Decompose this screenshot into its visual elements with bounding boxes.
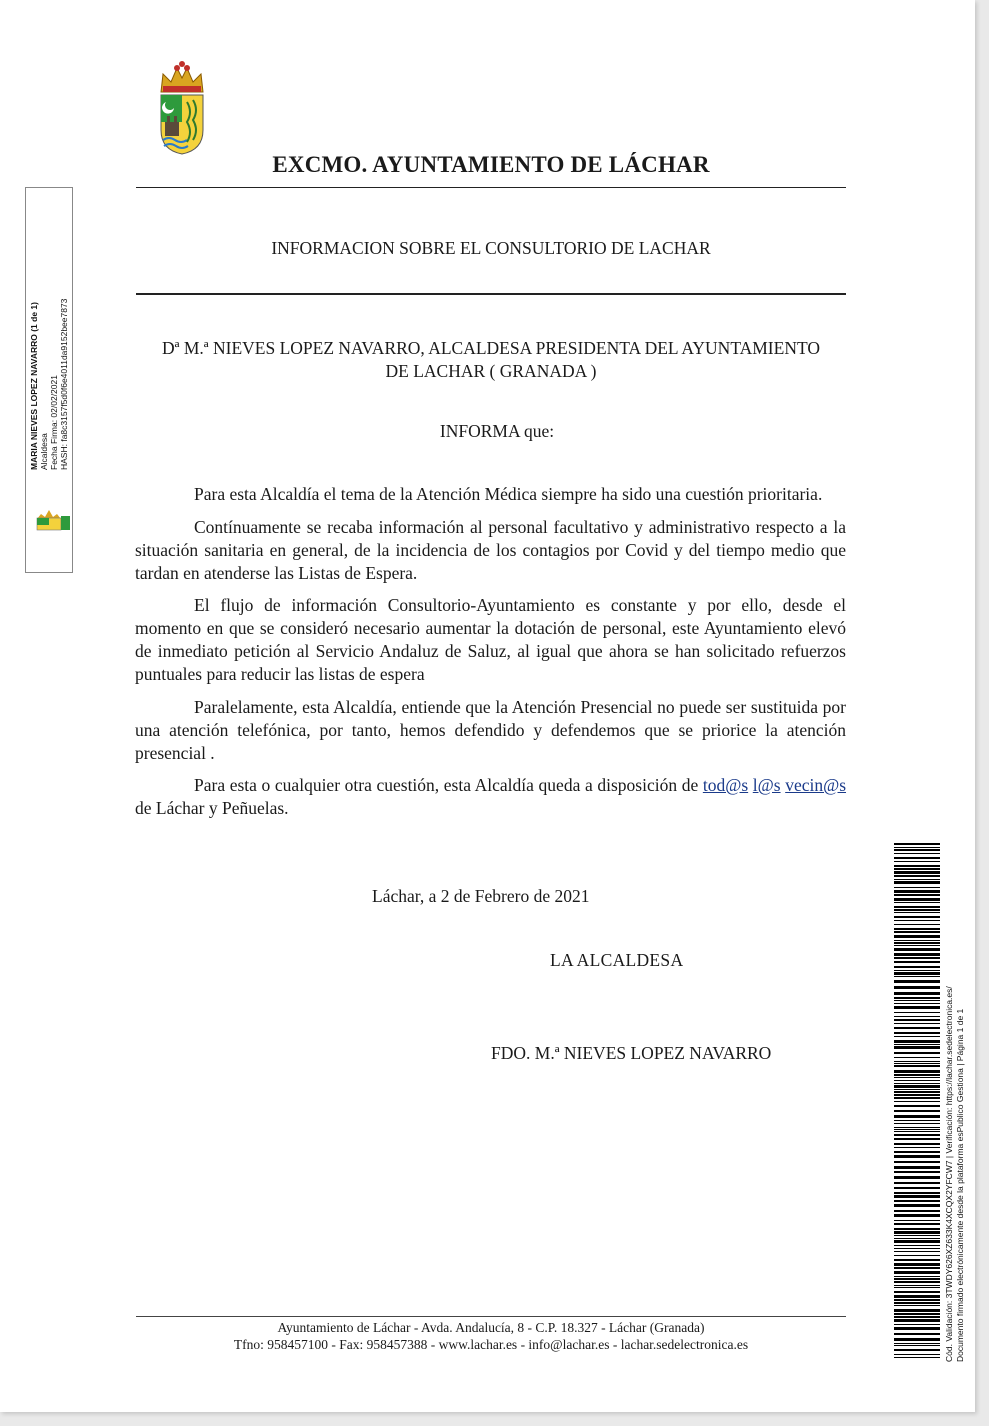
barcode-bar (894, 1343, 940, 1344)
barcode-bar (894, 1223, 940, 1225)
barcode-bar (894, 912, 940, 913)
barcode-bar (894, 1200, 940, 1202)
closing-text: Para esta o cualquier otra cuestión, esta Alcaldía queda a disposición de (194, 775, 699, 795)
signature-stamp-text (29, 299, 69, 470)
barcode-bar (894, 1287, 940, 1288)
barcode-bar (894, 1302, 940, 1304)
barcode-bar (894, 1074, 940, 1076)
barcode-bar (894, 1127, 940, 1128)
body-paragraph: El flujo de información Consultorio-Ayuntamiento es constante y por ello, desde el momento en que se consideró necesario aumentar la dotación de personal, este Ayuntamiento elevó de inmediato petición al Servicio Andaluz de Saluz, al igual que ahora se han solicitado refuerzos puntuales para reducir las listas de espera (135, 595, 846, 684)
barcode-bar (894, 1345, 940, 1346)
barcode-bar (894, 935, 940, 938)
barcode-bar (894, 849, 940, 851)
coat-of-arms-icon (155, 60, 209, 156)
barcode-bar (894, 1077, 940, 1078)
barcode-bar (894, 1006, 940, 1009)
barcode-bar (894, 1131, 940, 1132)
barcode-bar (894, 1267, 940, 1269)
footer (136, 1319, 846, 1353)
barcode-bar (894, 920, 940, 921)
barcode-bar (894, 1278, 940, 1280)
barcode-bar (894, 928, 940, 930)
barcode-bar (894, 1324, 940, 1325)
barcode-bar (894, 1143, 940, 1145)
barcode-bar (894, 1231, 940, 1234)
barcode-bar (894, 887, 940, 888)
barcode-bar (894, 1003, 940, 1004)
barcode-bar (894, 1151, 940, 1153)
signer-stamp-hash: HASH: fa8c3157f5d0f6e4011da9152bee7873 (59, 298, 69, 470)
barcode-bar (894, 879, 940, 880)
barcode-bar (894, 894, 940, 896)
closing-paragraph (135, 774, 846, 820)
barcode-bar (894, 1012, 940, 1013)
barcode-bar (894, 1295, 940, 1298)
barcode-bar (894, 898, 940, 901)
barcode-bar (894, 1338, 940, 1341)
barcode-bar (894, 1023, 940, 1024)
barcode-bar (894, 992, 940, 995)
barcode-bar (894, 1138, 940, 1140)
barcode-bar (894, 1155, 940, 1158)
barcode-bar (894, 1105, 940, 1107)
barcode-bar (894, 1016, 940, 1017)
barcode-bar (894, 902, 940, 903)
barcode-bar (894, 875, 940, 877)
barcode-bar (894, 970, 940, 971)
barcode-bar (894, 1327, 940, 1330)
barcode-bar (894, 1319, 940, 1322)
body-paragraph: Contínuamente se recaba información al personal facultativo y administrativo respecto a la situación sanitaria en general, de la incidencia de los contagios por Covid y del tiempo medio que tardan en atenderse las Listas de Espera. (135, 516, 846, 583)
barcode-bar (894, 1115, 940, 1118)
barcode-bar (894, 1120, 940, 1121)
official-line-2: DE LACHAR ( GRANADA ) (385, 361, 597, 381)
barcode-bar (894, 1192, 940, 1194)
barcode-bar (894, 1248, 940, 1249)
barcode-bar (894, 1316, 940, 1318)
barcode-bar (894, 1094, 940, 1096)
barcode-bar (894, 931, 940, 933)
link-los[interactable]: l@s (752, 775, 781, 795)
verification-line-2: Documento firmado electrónicamente desde la plataforma esPublico Gestiona | Página 1 de 1 (955, 1008, 965, 1362)
signer-stamp-role: Alcaldesa (39, 433, 49, 470)
barcode-bar (894, 1240, 940, 1243)
barcode-bar (894, 1161, 940, 1163)
link-vecinos[interactable]: vecin@s (785, 775, 847, 795)
barcode-bar (894, 1235, 940, 1236)
barcode-bar (894, 957, 940, 959)
barcode-bar (894, 1036, 940, 1037)
barcode-bar (894, 857, 940, 859)
barcode-bar (894, 1357, 940, 1358)
barcode-bar (894, 1333, 940, 1335)
barcode-bar (894, 1291, 940, 1293)
barcode-bar (894, 906, 940, 908)
barcode-bar (894, 865, 940, 867)
barcode-bar (894, 986, 940, 989)
barcode-bar (894, 997, 940, 999)
barcode-bar (894, 1263, 940, 1266)
verification-text (944, 986, 966, 1362)
barcode-bar (894, 1281, 940, 1283)
body-paragraph: Para esta Alcaldía el tema de la Atención Médica siempre ha sido una cuestión prioritaria. (194, 484, 823, 504)
barcode-bar (894, 1349, 940, 1351)
barcode-bar (894, 1259, 940, 1261)
stamp-crest-icon (35, 506, 71, 532)
barcode-bar (894, 1299, 940, 1301)
barcode-bar (894, 1134, 940, 1136)
barcode-bar (894, 1083, 940, 1084)
barcode-bar (894, 1354, 940, 1355)
barcode-bar (894, 1089, 940, 1090)
barcode-bar (894, 1228, 940, 1230)
barcode-bar (894, 890, 940, 893)
barcode-bar (894, 1097, 940, 1099)
barcode-bar (894, 843, 940, 845)
barcode-bar (894, 1080, 940, 1081)
barcode-bar (894, 1110, 940, 1112)
signer-name: FDO. M.ª NIEVES LOPEZ NAVARRO (491, 1043, 772, 1063)
barcode-bar (894, 1065, 940, 1067)
barcode-bar (894, 966, 940, 968)
barcode-bar (894, 1166, 940, 1169)
barcode-bar (894, 924, 940, 925)
barcode-bar (894, 1147, 940, 1148)
signer-title: LA ALCALDESA (550, 950, 684, 970)
barcode-bar (894, 1044, 940, 1045)
barcode-bar (894, 945, 940, 946)
barcode-bar (894, 871, 940, 874)
barcode-bar (894, 948, 940, 951)
barcode-bar (894, 1063, 940, 1064)
barcode-bar (894, 1057, 940, 1058)
barcode-bar (894, 953, 940, 956)
barcode-bar (894, 980, 940, 983)
barcode-bar (894, 909, 940, 911)
dateline: Láchar, a 2 de Febrero de 2021 (372, 886, 590, 906)
barcode-bar (894, 861, 940, 862)
barcode-bar (894, 1040, 940, 1043)
barcode-bar (894, 1176, 940, 1179)
barcode-bar (894, 853, 940, 854)
verification-line-1: Cód. Validación: 3TWDY626XZ633K4XCQX2YFCW7 | Verificación: https://lachar.sedelectronica.es/ (944, 986, 954, 1362)
barcode-bar (894, 1255, 940, 1256)
informa-heading: INFORMA que: (439, 421, 555, 441)
barcode-bar (894, 961, 940, 963)
barcode-bar (894, 1129, 940, 1130)
barcode-bar (894, 1061, 940, 1062)
barcode-bar (894, 1238, 940, 1239)
barcode-bar (894, 1091, 940, 1093)
barcode-bar (894, 976, 940, 977)
barcode-bar (894, 942, 940, 944)
barcode-bar (894, 1171, 940, 1173)
header-rule (136, 187, 846, 188)
subject-rule (136, 293, 846, 295)
barcode-bar (894, 1251, 940, 1252)
barcode-bar (894, 1085, 940, 1088)
barcode-icon (894, 843, 940, 1361)
link-todos[interactable]: tod@s (702, 775, 749, 795)
signer-stamp-date: Fecha Firma: 02/02/2021 (49, 375, 59, 470)
barcode-bar (894, 972, 940, 975)
footer-address: Ayuntamiento de Láchar - Avda. Andalucía, 8 - C.P. 18.327 - Láchar (Granada) (277, 1320, 705, 1335)
official-line-1: Dª M.ª NIEVES LOPEZ NAVARRO, ALCALDESA PRESIDENTA DEL AYUNTAMIENTO (162, 338, 820, 358)
barcode-bar (894, 868, 940, 870)
barcode-bar (894, 1309, 940, 1312)
barcode-bar (894, 1032, 940, 1034)
barcode-bar (894, 1214, 940, 1217)
footer-rule (136, 1316, 846, 1317)
closing-suffix: de Láchar y Peñuelas. (135, 798, 289, 818)
barcode-bar (894, 1046, 940, 1049)
barcode-bar (894, 881, 940, 884)
barcode-bar (894, 1123, 940, 1124)
barcode-bar (894, 1285, 940, 1286)
barcode-bar (894, 847, 940, 848)
footer-contact: Tfno: 958457100 - Fax: 958457388 - www.lachar.es - info@lachar.es - lachar.sedelectronica.es (233, 1337, 749, 1352)
barcode-bar (894, 1195, 940, 1198)
signer-stamp-name: MARIA NIEVES LOPEZ NAVARRO (1 de 1) (29, 302, 39, 470)
barcode-bar (894, 1220, 940, 1221)
barcode-bar (894, 1187, 940, 1189)
document-body (135, 483, 846, 830)
barcode-bar (894, 1313, 940, 1315)
barcode-bar (894, 1101, 940, 1102)
barcode-bar (894, 1052, 940, 1054)
municipality-title: EXCMO. AYUNTAMIENTO DE LÁCHAR (272, 152, 710, 177)
official-heading (136, 337, 846, 383)
body-paragraph: Paralelamente, esta Alcaldía, entiende que la Atención Presencial no puede ser sustituida por una atención telefónica, por tanto, hemos defendido y defendemos que se priorice la atención presencial . (135, 696, 846, 763)
barcode-bar (894, 1070, 940, 1073)
barcode-bar (894, 1182, 940, 1184)
barcode-bar (894, 1271, 940, 1274)
document-subject: INFORMACION SOBRE EL CONSULTORIO DE LACHAR (271, 238, 711, 258)
barcode-bar (894, 1305, 940, 1306)
barcode-bar (894, 916, 940, 918)
barcode-bar (894, 940, 940, 941)
barcode-bar (894, 1019, 940, 1021)
barcode-bar (894, 1204, 940, 1207)
barcode-bar (894, 1276, 940, 1277)
barcode-bar (894, 1210, 940, 1212)
barcode-bar (894, 1000, 940, 1001)
barcode-bar (894, 1027, 940, 1029)
barcode-bar (894, 1245, 940, 1246)
